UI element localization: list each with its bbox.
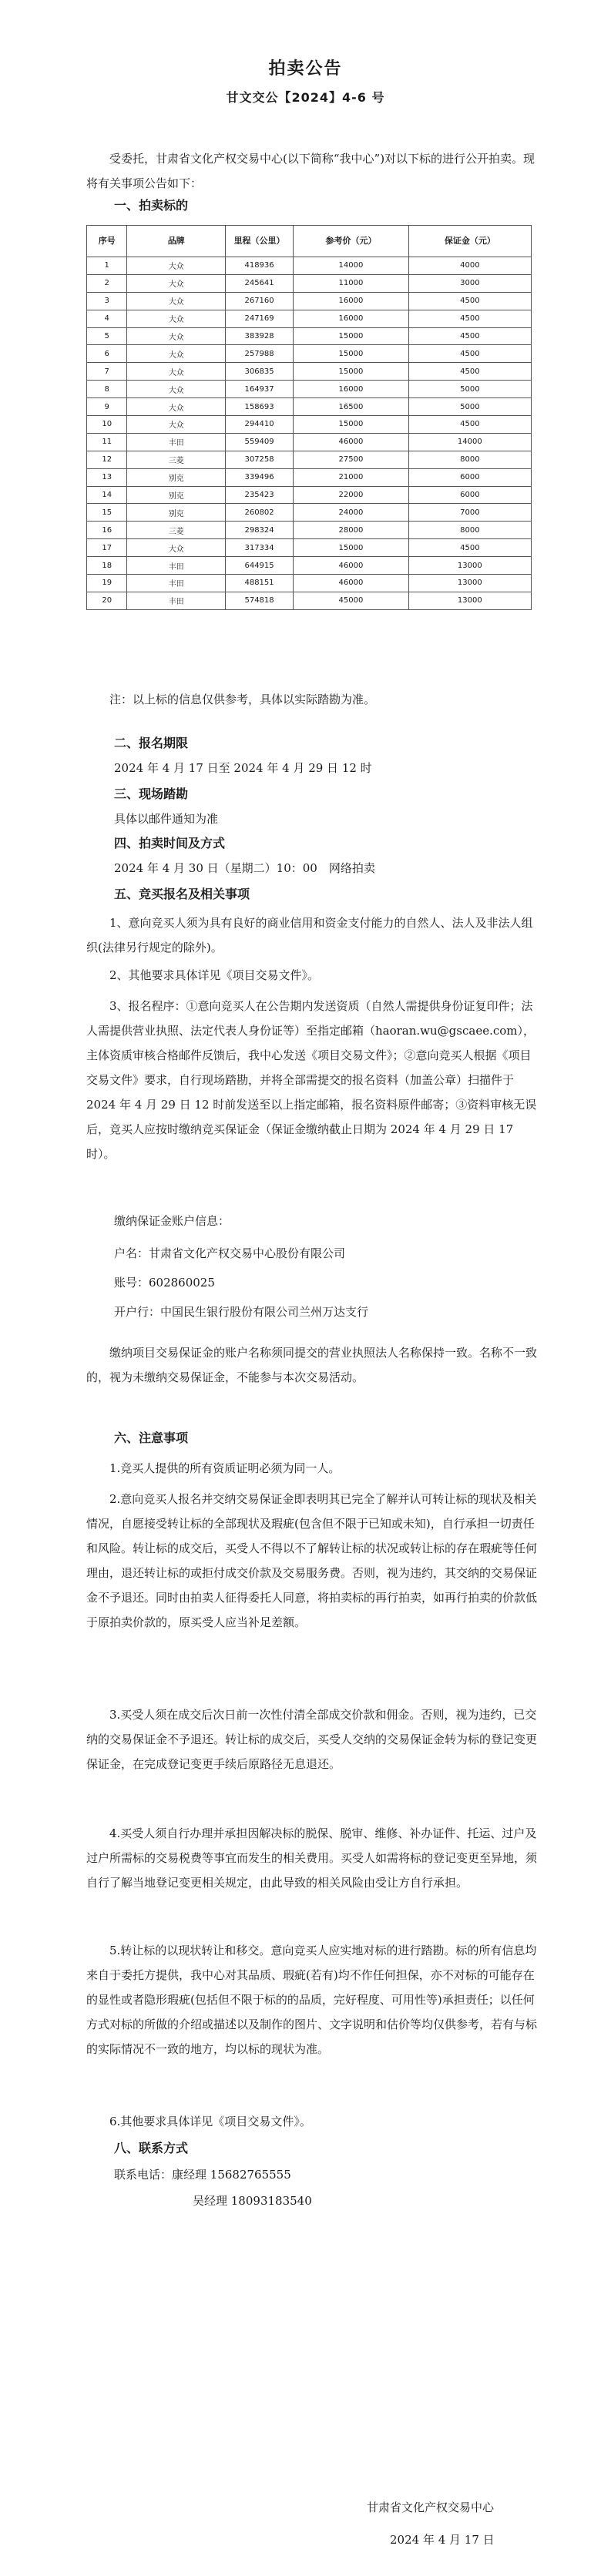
cell-brand: 别克 [127,486,225,504]
document-number: 甘文交公【2024】4-6 号 [226,90,385,105]
contact-2: 吴经理 18093183540 [193,2194,312,2208]
cell-index: 8 [87,381,127,398]
table-row [87,539,532,557]
notice-item-1: 1.竞买人提供的所有资质证明必须为同一人。 [109,1461,341,1475]
col-header-mileage: 里程（公里） [225,226,293,257]
contact-phone-row [114,2163,291,2186]
table-header-row [87,226,532,257]
table-row [87,486,532,504]
cell-reference-price: 15000 [294,363,408,381]
cell-brand: 三菱 [127,522,225,539]
section-5-item-1: 1、意向竞买人须为具有良好的商业信用和资金支付能力的自然人、法人及非法人组织(法律另行规定的除外)。 [86,916,533,954]
section-5-item-4: 缴纳项目交易保证金的账户名称须同提交的营业执照法人名称保持一致。名称不一致的，视为未缴纳交易保证金，不能参与本次交易活动。 [86,1346,538,1384]
contact-1: 康经理 15682765555 [172,2168,291,2182]
section-8-heading: 八、联系方式 [114,2141,189,2155]
cell-index: 2 [87,274,127,292]
cell-brand: 丰田 [127,592,225,609]
cell-brand: 大众 [127,345,225,363]
cell-index: 11 [87,433,127,451]
cell-brand: 大众 [127,327,225,345]
cell-mileage: 245641 [225,274,293,292]
section-5-heading: 五、竞买报名及相关事项 [114,887,250,901]
cell-deposit: 5000 [408,398,531,416]
cell-reference-price: 28000 [294,522,408,539]
cell-brand: 大众 [127,381,225,398]
auction-time-text: 2024 年 4 月 30 日（星期二）10：00 网络拍卖 [114,861,375,875]
cell-mileage: 307258 [225,451,293,468]
cell-brand: 丰田 [127,433,225,451]
cell-mileage: 294410 [225,416,293,434]
cell-index: 3 [87,292,127,310]
contact-phone-label: 联系电话： [114,2168,173,2182]
cell-mileage: 339496 [225,468,293,486]
table-row [87,381,532,398]
cell-mileage: 488151 [225,575,293,592]
notice-item-2: 2.意向竞买人报名并交纳交易保证金即表明其已完全了解并认可转让标的现状及相关情况，自愿接受转让标的全部现状及瑕疵(包含但不限于已知或未知)，自行承担一切责任和风险。转让标的成交后，买受人不得以不了解转让标的状况或转让标的存在瑕疵等任何理由，退还转让标的或拒付成交价款及交易服务费。否则，视为违约，其交纳的交易保证金不予退还。同时由拍卖人征得委托人同意，将拍卖标的再行拍卖，如再行拍卖的价款低于原拍卖价款的，原买受人应当补足差额。 [86,1492,538,1629]
cell-index: 12 [87,451,127,468]
cell-deposit: 4500 [408,539,531,557]
cell-brand: 大众 [127,539,225,557]
cell-index: 5 [87,327,127,345]
cell-index: 16 [87,522,127,539]
cell-index: 7 [87,363,127,381]
cell-mileage: 257988 [225,345,293,363]
cell-mileage: 164937 [225,381,293,398]
col-header-brand: 品牌 [127,226,225,257]
table-row [87,310,532,327]
cell-mileage: 574818 [225,592,293,609]
cell-deposit: 5000 [408,381,531,398]
signature-date: 2024 年 4 月 17 日 [390,2533,495,2547]
cell-brand: 大众 [127,310,225,327]
cell-brand: 丰田 [127,557,225,575]
cell-brand: 三菱 [127,451,225,468]
cell-brand: 大众 [127,274,225,292]
cell-mileage: 158693 [225,398,293,416]
cell-reference-price: 15000 [294,416,408,434]
cell-mileage: 235423 [225,486,293,504]
cell-index: 13 [87,468,127,486]
cell-deposit: 4500 [408,327,531,345]
cell-reference-price: 24000 [294,504,408,522]
cell-deposit: 4500 [408,363,531,381]
table-row [87,433,532,451]
cell-deposit: 13000 [408,557,531,575]
cell-deposit: 4500 [408,416,531,434]
cell-reference-price: 14000 [294,257,408,275]
table-row [87,451,532,468]
cell-index: 18 [87,557,127,575]
cell-mileage: 260802 [225,504,293,522]
col-header-index: 序号 [87,226,127,257]
cell-mileage: 306835 [225,363,293,381]
table-row [87,274,532,292]
cell-brand: 别克 [127,468,225,486]
cell-mileage: 383928 [225,327,293,345]
notice-item-3: 3.买受人须在成交后次日前一次性付清全部成交价款和佣金。否则，视为违约，已交纳的交易保证金不予退还。转让标的成交后，买受人交纳的交易保证金转为标的登记变更保证金，在完成登记变更手续后原路径无息退还。 [86,1708,538,1771]
cell-deposit: 6000 [408,486,531,504]
table-row [87,416,532,434]
items-table [86,225,532,610]
section-5-item-2: 2、其他要求具体详见《项目交易文件》。 [109,968,320,982]
table-row [87,468,532,486]
section-3-heading: 三、现场踏勘 [114,787,189,801]
section-2-heading: 二、报名期限 [114,736,189,750]
cell-index: 19 [87,575,127,592]
cell-deposit: 4500 [408,292,531,310]
cell-reference-price: 46000 [294,433,408,451]
cell-deposit: 14000 [408,433,531,451]
cell-reference-price: 16000 [294,292,408,310]
cell-deposit: 4500 [408,310,531,327]
cell-reference-price: 46000 [294,575,408,592]
account-name: 户名：甘肃省文化产权交易中心股份有限公司 [114,1246,346,1260]
cell-mileage: 247169 [225,310,293,327]
table-row [87,363,532,381]
page-title: 拍卖公告 [268,59,343,79]
cell-deposit: 7000 [408,504,531,522]
section-6-heading: 六、注意事项 [114,1431,189,1445]
cell-reference-price: 16000 [294,381,408,398]
cell-reference-price: 15000 [294,539,408,557]
cell-deposit: 8000 [408,451,531,468]
cell-brand: 大众 [127,416,225,434]
cell-reference-price: 16500 [294,398,408,416]
cell-deposit: 13000 [408,592,531,609]
table-row [87,292,532,310]
site-inspection-text: 具体以邮件通知为准 [114,812,219,826]
notice-item-4: 4.买受人须自行办理并承担因解决标的脱保、脱审、维修、补办证件、托运、过户及过户所需标的交易税费等事宜而发生的相关费用。买受人如需将标的登记变更至异地，须自行了解当地登记变更相关规定，由此导致的相关风险由受让方自行承担。 [86,1826,538,1890]
account-info-label: 缴纳保证金账户信息： [114,1214,230,1228]
signature-org: 甘肃省文化产权交易中心 [367,2501,495,2514]
items-table-body [87,257,532,610]
cell-reference-price: 15000 [294,345,408,363]
table-row [87,575,532,592]
cell-deposit: 3000 [408,274,531,292]
cell-reference-price: 16000 [294,310,408,327]
cell-brand: 大众 [127,363,225,381]
account-bank: 开户行：中国民生银行股份有限公司兰州万达支行 [114,1305,369,1319]
table-row [87,504,532,522]
table-row [87,557,532,575]
cell-brand: 大众 [127,398,225,416]
cell-deposit: 4000 [408,257,531,275]
cell-reference-price: 45000 [294,592,408,609]
table-row [87,398,532,416]
cell-reference-price: 46000 [294,557,408,575]
cell-mileage: 559409 [225,433,293,451]
cell-deposit: 8000 [408,522,531,539]
intro-paragraph: 受委托，甘肃省文化产权交易中心(以下简称“我中心”)对以下标的进行公开拍卖。现将有关事项公告如下： [86,152,535,190]
table-row [87,345,532,363]
cell-index: 9 [87,398,127,416]
table-note: 注：以上标的信息仅供参考，具体以实际踏勘为准。 [109,693,376,706]
cell-deposit: 4500 [408,345,531,363]
cell-reference-price: 15000 [294,327,408,345]
col-header-reference-price: 参考价（元） [294,226,408,257]
cell-reference-price: 21000 [294,468,408,486]
cell-mileage: 644915 [225,557,293,575]
cell-brand: 大众 [127,257,225,275]
table-row [87,592,532,609]
registration-period: 2024 年 4 月 17 日至 2024 年 4 月 29 日 12 时 [114,761,372,775]
cell-index: 15 [87,504,127,522]
cell-index: 17 [87,539,127,557]
cell-reference-price: 11000 [294,274,408,292]
col-header-deposit: 保证金（元） [408,226,531,257]
cell-brand: 大众 [127,292,225,310]
notice-item-5: 5.转让标的以现状转让和移交。意向竞买人应实地对标的进行踏勘。标的所有信息均来自于委托方提供，我中心对其品质、瑕疵(若有)均不作任何担保，亦不对标的可能存在的显性或者隐形瑕疵(包括但不限于标的的品质，完好程度、可用性等)承担责任；以任何方式对标的所做的介绍或描述以及制作的图片、文字说明和估价等均仅供参考，若有与标的实际情况不一致的地方，均以标的现状为准。 [86,1944,538,2056]
cell-mileage: 317334 [225,539,293,557]
section-4-heading: 四、拍卖时间及方式 [114,836,226,850]
cell-deposit: 6000 [408,468,531,486]
section-1-heading: 一、拍卖标的 [114,198,189,213]
section-5-item-3: 3、报名程序：①意向竞买人在公告期内发送资质（自然人需提供身份证复印件；法人需提供营业执照、法定代表人身份证等）至指定邮箱（haoran.wu@gscaee.com），主体资质审核合格邮件反馈后，我中心发送《项目交易文件》；②意向竞买人根据《项目交易文件》要求，自行现场踏勘，并将全部需提交的报名资料（加盖公章）扫描件于 2024 年 4 月 29 日 12 时前发送至以上指定邮箱，报名资料原件邮寄；③资料审核无误后，竞买人应按时缴纳竞买保证金（保证金缴纳截止日期为 2024 年 4 月 29 日 17 时）。 [86,999,537,1161]
cell-reference-price: 22000 [294,486,408,504]
cell-mileage: 418936 [225,257,293,275]
account-number: 账号：602860025 [114,1276,215,1290]
cell-index: 20 [87,592,127,609]
cell-brand: 丰田 [127,575,225,592]
cell-reference-price: 27500 [294,451,408,468]
cell-mileage: 267160 [225,292,293,310]
cell-index: 4 [87,310,127,327]
cell-index: 10 [87,416,127,434]
table-row [87,257,532,275]
cell-brand: 别克 [127,504,225,522]
notice-item-6: 6.其他要求具体详见《项目交易文件》。 [109,2115,311,2128]
cell-index: 1 [87,257,127,275]
cell-index: 14 [87,486,127,504]
cell-index: 6 [87,345,127,363]
cell-mileage: 298324 [225,522,293,539]
table-row [87,327,532,345]
cell-deposit: 13000 [408,575,531,592]
table-row [87,522,532,539]
